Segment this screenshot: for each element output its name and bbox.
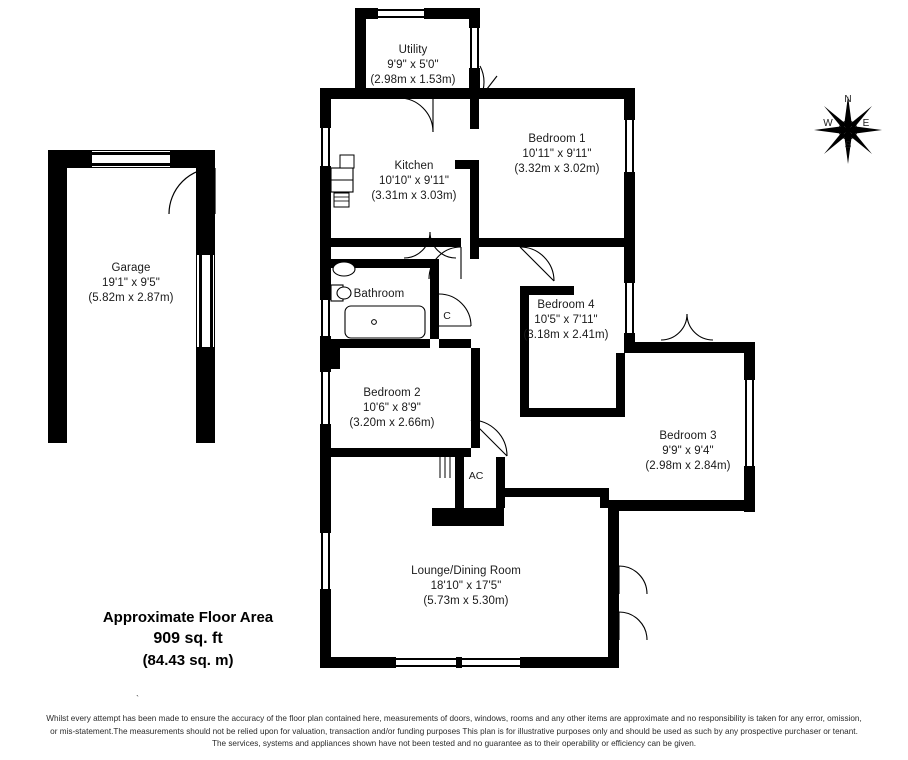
room-metric: (3.32m x 3.02m): [514, 163, 600, 175]
room-metric: (3.31m x 3.03m): [371, 190, 457, 202]
compass-south-label: S: [844, 140, 852, 151]
room-label-bedroom-4: [523, 298, 608, 343]
disclaimer-line-1: Whilst every attempt has been made to ensure the accuracy of the floor plan contained here, measurements of doors, windows, rooms and any other items are approximate and no responsibility is taken for any error, omission,: [46, 714, 862, 723]
room-label-bedroom-1: [514, 132, 599, 177]
floor-area-summary: [88, 607, 288, 671]
floor-area-sqm: (84.43 sq. m): [142, 652, 234, 669]
room-name: Bedroom 1: [528, 133, 586, 145]
room-imperial: 10'11" x 9'11": [522, 148, 592, 160]
disclaimer-line-2: or mis-statement.The measurements should not be relied upon for valuation, transaction and/or funding purposes This plan is for illustrative purposes only and should be used as such by any prospective purchaser or tenant.: [50, 726, 858, 736]
compass-rose: [814, 96, 882, 164]
compass-north-label: N: [844, 94, 852, 105]
room-imperial: 19'1" x 9'5": [102, 277, 160, 289]
disclaimer-line-3: The services, systems and appliances shown have not been tested and no guarantee as to their operability or efficiency can be given.: [211, 739, 697, 749]
room-name: Kitchen: [394, 160, 434, 172]
floor-area-sqft: 909 sq. ft: [153, 630, 223, 647]
room-imperial: 9'9" x 9'4": [662, 445, 714, 457]
room-metric: (5.73m x 5.30m): [423, 595, 509, 607]
room-label-bathroom: [354, 287, 405, 302]
airing-cupboard-label: AC: [468, 470, 484, 482]
room-imperial: 10'5" x 7'11": [534, 314, 598, 326]
room-label-lounge-dining-room: [411, 564, 521, 609]
room-label-bedroom-3: [645, 429, 730, 474]
room-name: Bathroom: [353, 288, 405, 300]
room-name: Bedroom 2: [363, 387, 421, 399]
room-metric: (5.82m x 2.87m): [88, 292, 174, 304]
room-label-garage: [88, 261, 173, 306]
compass-west-label: W: [823, 118, 833, 129]
stray-mark: `: [136, 694, 139, 704]
room-metric: (3.18m x 2.41m): [523, 329, 609, 341]
room-label-utility: [370, 43, 455, 88]
room-imperial: 18'10" x 17'5": [430, 580, 502, 592]
room-metric: (2.98m x 2.84m): [645, 460, 731, 472]
room-name: Bedroom 3: [659, 430, 717, 442]
room-name: Bedroom 4: [537, 299, 595, 311]
room-label-kitchen: [371, 159, 456, 204]
room-imperial: 10'6" x 8'9": [363, 402, 421, 414]
disclaimer: [0, 713, 908, 751]
room-name: Garage: [111, 262, 151, 274]
room-metric: (3.20m x 2.66m): [349, 417, 435, 429]
room-imperial: 9'9" x 5'0": [387, 59, 439, 71]
room-name: Utility: [398, 44, 428, 56]
cupboard-label: C: [443, 310, 451, 322]
floor-area-title: Approximate Floor Area: [102, 609, 274, 626]
room-metric: (2.98m x 1.53m): [370, 74, 456, 86]
room-name: Lounge/Dining Room: [411, 565, 521, 577]
room-label-bedroom-2: [349, 386, 434, 431]
compass-east-label: E: [862, 118, 870, 129]
room-imperial: 10'10" x 9'11": [378, 175, 450, 187]
